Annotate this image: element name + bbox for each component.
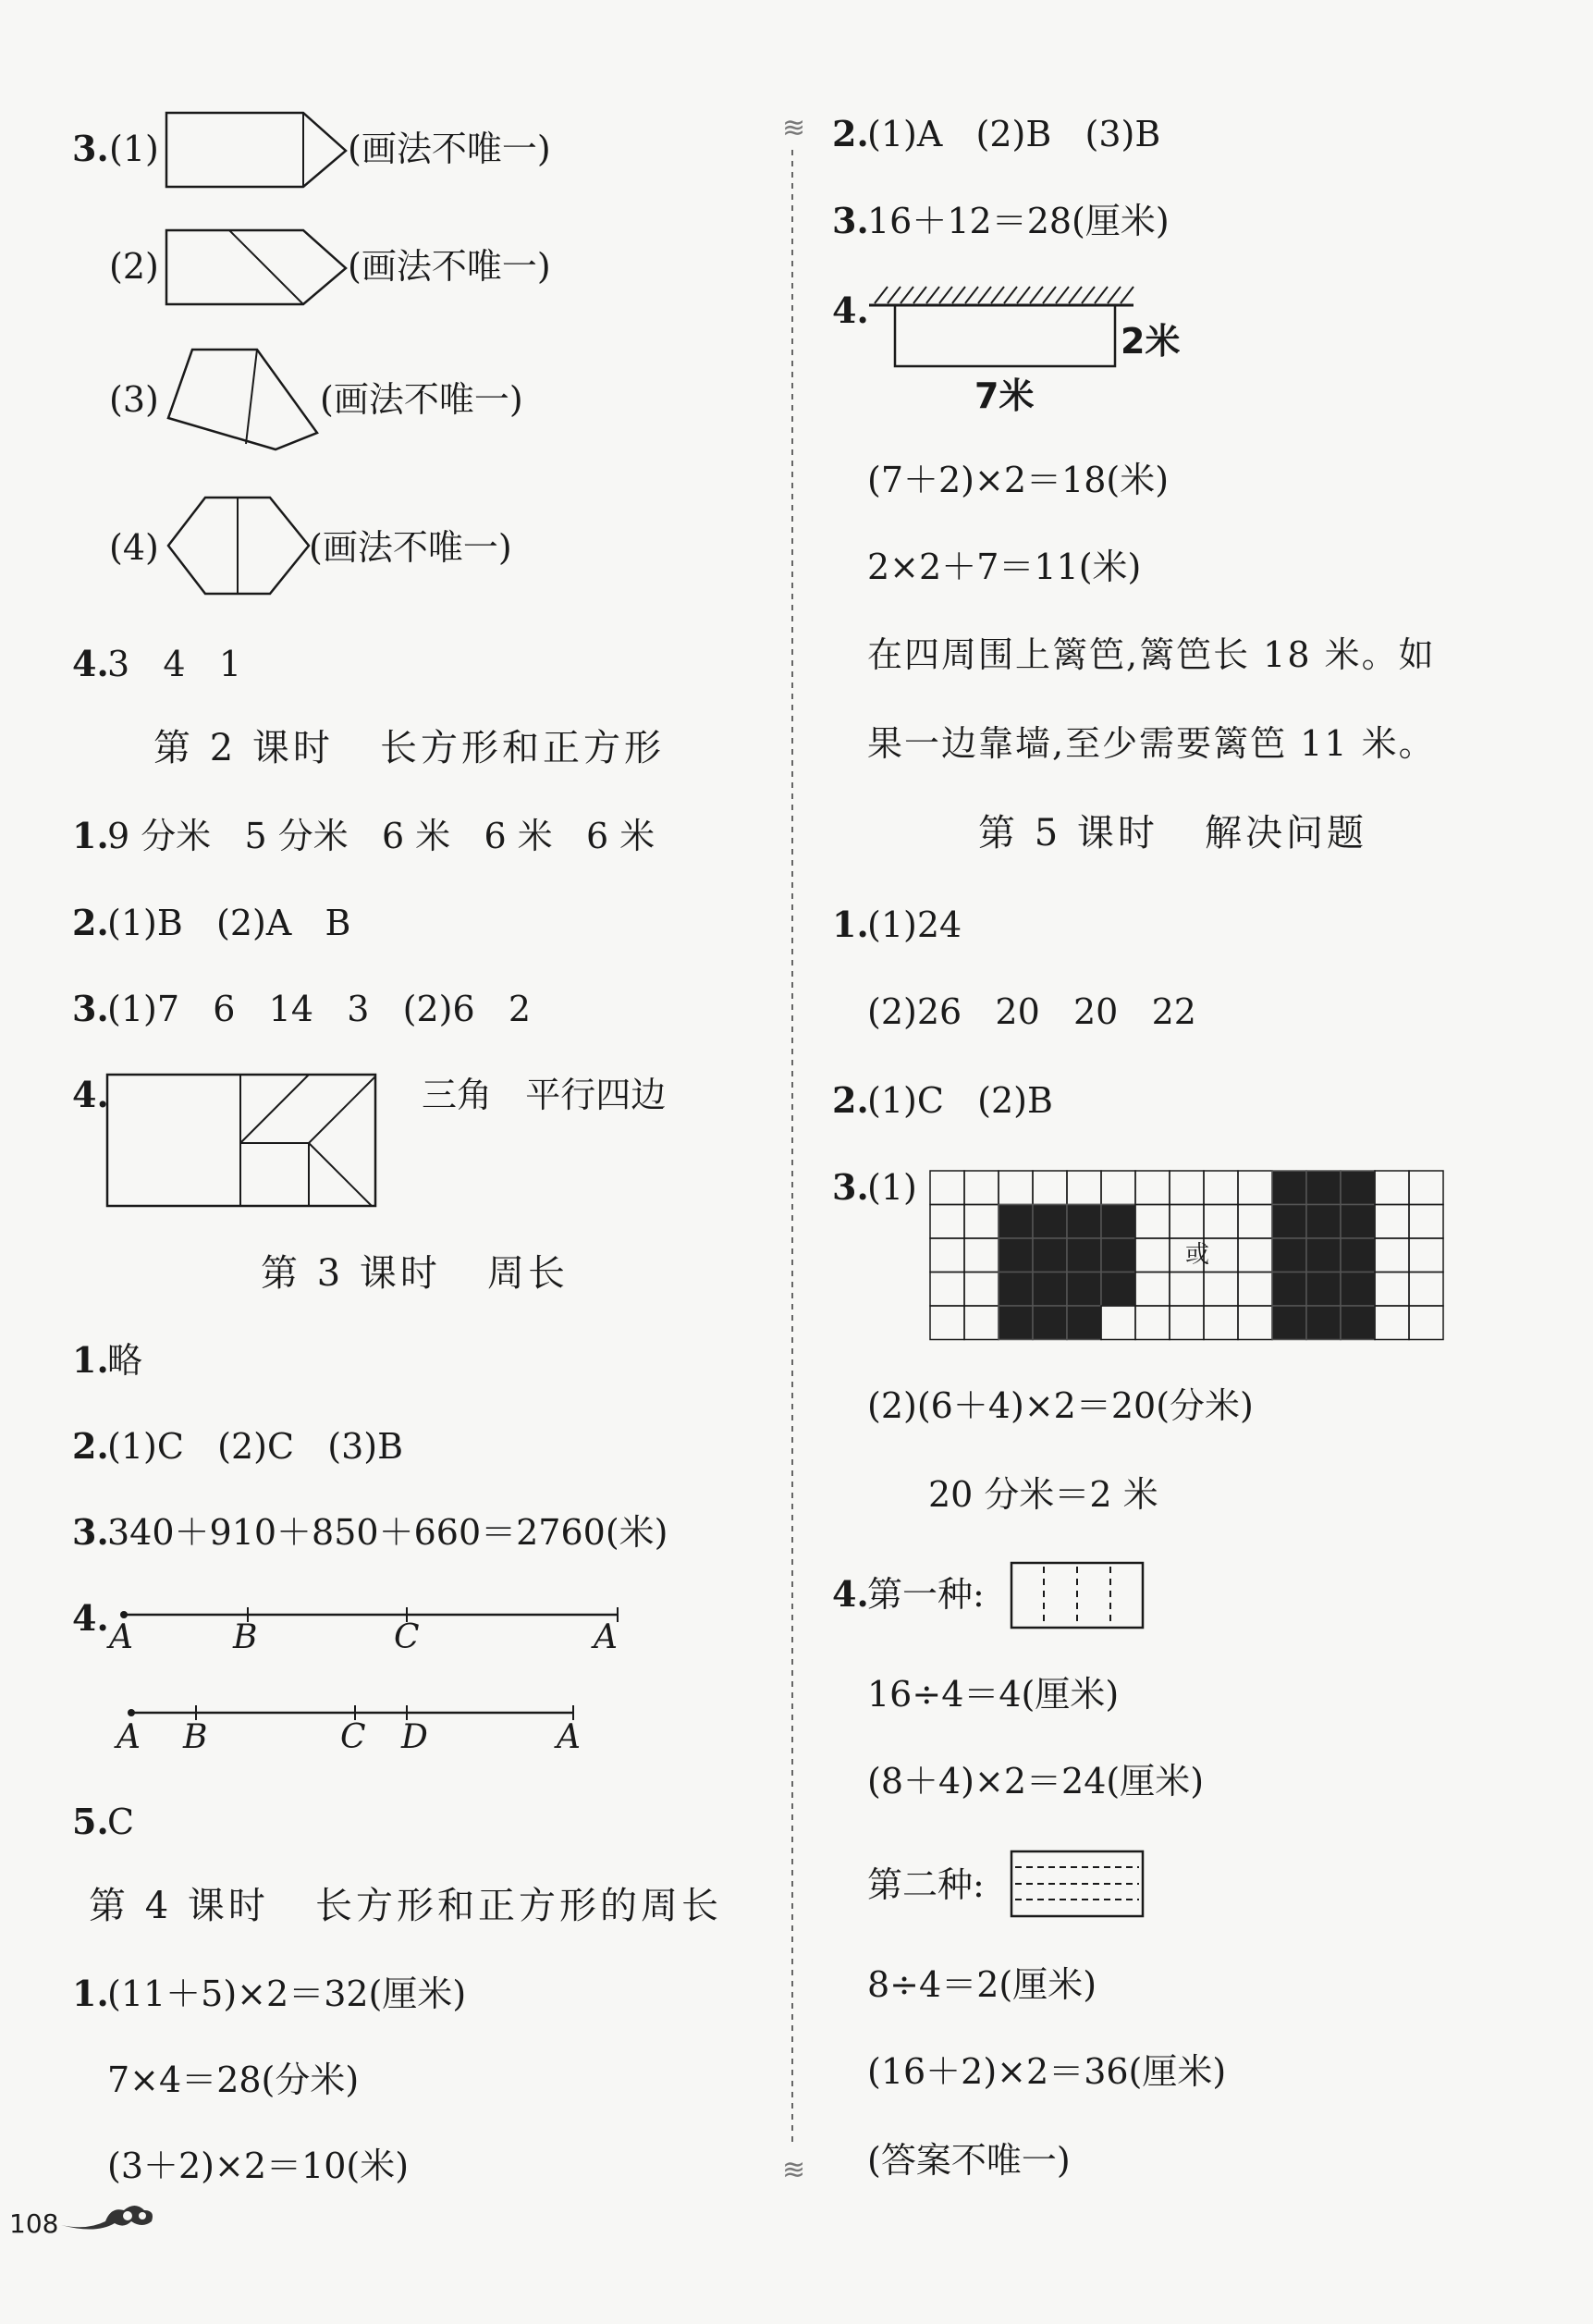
right-q4-para1: 在四周围上篱笆,篱笆长 18 米。如 bbox=[867, 634, 1436, 675]
grid-cell bbox=[1409, 1238, 1443, 1273]
lesson5-q4-first-line2: (8＋4)×2＝24(厘米) bbox=[867, 1761, 1205, 1801]
lesson5-q4-second-label: 第二种: bbox=[867, 1864, 985, 1905]
q3-part4-note: (画法不唯一) bbox=[309, 527, 512, 568]
grid-cell-shaded bbox=[1033, 1273, 1067, 1307]
pentagon-figure-2 bbox=[165, 227, 349, 310]
wall-figure-bottom-label: 7米 bbox=[974, 375, 1035, 416]
grid-cell-shaded bbox=[1272, 1306, 1306, 1340]
grid-cell-shaded bbox=[1067, 1238, 1101, 1273]
grid-cell bbox=[1238, 1205, 1272, 1239]
grid-cell-shaded bbox=[1272, 1205, 1306, 1239]
lesson2-q3-number: 3. bbox=[72, 988, 109, 1029]
grid-cell bbox=[964, 1273, 999, 1307]
grid-cell bbox=[964, 1205, 999, 1239]
q3-part1-label: (1) bbox=[109, 129, 159, 169]
lesson3-q3-answer: 340＋910＋850＋660＝2760(米) bbox=[107, 1512, 668, 1553]
lesson3-q3-number: 3. bbox=[72, 1511, 109, 1553]
first-method-figure bbox=[1010, 1561, 1146, 1631]
grid-cell-shaded bbox=[999, 1306, 1033, 1340]
lesson3-q4-number: 4. bbox=[72, 1597, 109, 1639]
segment-line-1 bbox=[118, 1604, 627, 1631]
wall-fence-figure bbox=[865, 285, 1143, 377]
lesson3-q5-number: 5. bbox=[72, 1801, 109, 1842]
column-divider bbox=[780, 111, 808, 2186]
line2-point-b: B bbox=[183, 1718, 208, 1756]
grid-cell-shaded bbox=[1306, 1273, 1341, 1307]
lesson5-q3-part1-label: (1) bbox=[867, 1167, 917, 1208]
line2-point-c: C bbox=[340, 1718, 366, 1756]
line1-point-a-end: A bbox=[594, 1618, 618, 1656]
svg-text:≋: ≋ bbox=[782, 2154, 806, 2186]
lesson5-q3-line1: (2)(6＋4)×2＝20(分米) bbox=[867, 1385, 1254, 1426]
grid-cell-shaded bbox=[1272, 1273, 1306, 1307]
lesson5-q2-answer: (1)C (2)B bbox=[867, 1080, 1053, 1121]
q3-part3-label: (3) bbox=[109, 379, 159, 420]
grid-cell-shaded bbox=[1306, 1205, 1341, 1239]
grid-cell bbox=[930, 1306, 964, 1340]
grid-cell-shaded bbox=[1341, 1171, 1375, 1205]
grid-cell-shaded bbox=[1306, 1171, 1341, 1205]
lesson2-q1-number: 1. bbox=[72, 815, 109, 856]
grid-or-label: 或 bbox=[1185, 1241, 1210, 1269]
lesson5-q3-number: 3. bbox=[832, 1166, 869, 1208]
grid-cell bbox=[999, 1171, 1033, 1205]
trapezoid-figure bbox=[165, 344, 331, 455]
grid-cell-shaded bbox=[1341, 1238, 1375, 1273]
grid-cell-shaded bbox=[1306, 1306, 1341, 1340]
right-q2-answer: (1)A (2)B (3)B bbox=[867, 114, 1161, 154]
grid-cell-shaded bbox=[1067, 1205, 1101, 1239]
lesson2-q1-answer: 9 分米 5 分米 6 米 6 米 6 米 bbox=[107, 816, 656, 856]
grid-cell bbox=[964, 1238, 999, 1273]
lesson5-q2-number: 2. bbox=[832, 1079, 869, 1121]
grid-cell bbox=[1101, 1171, 1135, 1205]
right-q3-answer: 16＋12＝28(厘米) bbox=[867, 201, 1170, 241]
q3-number: 3. bbox=[72, 128, 109, 169]
grid-cell bbox=[1135, 1171, 1170, 1205]
lesson2-q2-number: 2. bbox=[72, 902, 109, 943]
lesson2-title: 第 2 课时 长方形和正方形 bbox=[153, 727, 666, 769]
lesson5-q4-first-line1: 16÷4＝4(厘米) bbox=[867, 1674, 1120, 1715]
right-q2-number: 2. bbox=[832, 113, 869, 154]
grid-cell bbox=[1135, 1306, 1170, 1340]
right-q4-line1: (7＋2)×2＝18(米) bbox=[867, 460, 1170, 500]
right-q4-para2: 果一边靠墙,至少需要篱笆 11 米。 bbox=[867, 723, 1436, 764]
right-q3-number: 3. bbox=[832, 200, 869, 241]
q4-answer: 3 4 1 bbox=[107, 644, 242, 684]
lesson5-q4-note: (答案不唯一) bbox=[867, 2140, 1071, 2181]
line1-point-b: B bbox=[233, 1618, 258, 1656]
grid-cell bbox=[1033, 1171, 1067, 1205]
lesson3-q1-number: 1. bbox=[72, 1339, 109, 1381]
right-q4-number: 4. bbox=[832, 289, 869, 331]
lesson5-q3-line2: 20 分米＝2 米 bbox=[928, 1474, 1158, 1515]
lesson5-title: 第 5 课时 解决问题 bbox=[978, 812, 1368, 855]
grid-cell-shaded bbox=[1101, 1238, 1135, 1273]
q3-part2-label: (2) bbox=[109, 246, 159, 287]
grid-cell-shaded bbox=[1033, 1306, 1067, 1340]
right-q4-line2: 2×2＋7＝11(米) bbox=[867, 547, 1142, 587]
page-number: 108 bbox=[9, 2208, 59, 2239]
grid-cell bbox=[1101, 1306, 1135, 1340]
grid-cell-shaded bbox=[1033, 1205, 1067, 1239]
lesson4-q1-number: 1. bbox=[72, 1973, 109, 2014]
grid-cell-shaded bbox=[1272, 1238, 1306, 1273]
grid-cell bbox=[1409, 1306, 1443, 1340]
lesson5-q1-line2: (2)26 20 20 22 bbox=[867, 991, 1196, 1032]
grid-cell bbox=[930, 1238, 964, 1273]
hexagon-figure bbox=[166, 494, 314, 597]
q3-part3-note: (画法不唯一) bbox=[320, 379, 523, 420]
lesson5-q4-second-line2: (16＋2)×2＝36(厘米) bbox=[867, 2051, 1227, 2092]
grid-cell bbox=[1375, 1171, 1409, 1205]
line2-point-d: D bbox=[401, 1718, 428, 1756]
grid-cell bbox=[1409, 1273, 1443, 1307]
grid-cell-shaded bbox=[1101, 1205, 1135, 1239]
line2-point-a-end: A bbox=[557, 1718, 581, 1756]
q3-part2-note: (画法不唯一) bbox=[348, 246, 551, 287]
pentagon-figure-1 bbox=[165, 109, 349, 192]
svg-text:≋: ≋ bbox=[782, 112, 806, 144]
grid-cell bbox=[930, 1273, 964, 1307]
grid-cell bbox=[1067, 1171, 1101, 1205]
grid-cell-shaded bbox=[1341, 1273, 1375, 1307]
grid-cell-shaded bbox=[1067, 1306, 1101, 1340]
grid-cell bbox=[1238, 1171, 1272, 1205]
grid-cell-shaded bbox=[1101, 1273, 1135, 1307]
q3-part4-label: (4) bbox=[109, 527, 159, 568]
lesson5-q4-first-label: 第一种: bbox=[867, 1574, 985, 1615]
grid-cell-shaded bbox=[1067, 1273, 1101, 1307]
grid-cell-shaded bbox=[1341, 1205, 1375, 1239]
lesson5-q1-number: 1. bbox=[832, 904, 869, 945]
line2-point-a-start: A bbox=[116, 1718, 141, 1756]
lesson3-title: 第 3 课时 周长 bbox=[261, 1252, 570, 1295]
grid-cell bbox=[1375, 1273, 1409, 1307]
cloud-ornament-icon bbox=[59, 2197, 161, 2234]
grid-cell-shaded bbox=[999, 1205, 1033, 1239]
lesson2-q2-answer: (1)B (2)A B bbox=[107, 903, 351, 943]
grid-cell bbox=[1170, 1171, 1204, 1205]
grid-cell bbox=[1135, 1238, 1170, 1273]
grid-cell-shaded bbox=[999, 1273, 1033, 1307]
grid-cell bbox=[1170, 1306, 1204, 1340]
grid-cell bbox=[1238, 1273, 1272, 1307]
second-method-figure bbox=[1010, 1850, 1146, 1920]
grid-cell bbox=[1375, 1238, 1409, 1273]
lesson2-q3-answer: (1)7 6 14 3 (2)6 2 bbox=[107, 989, 532, 1029]
lesson5-q1-line1: (1)24 bbox=[867, 904, 962, 945]
grid-cell bbox=[1375, 1306, 1409, 1340]
grid-cell bbox=[930, 1205, 964, 1239]
grid-cell bbox=[930, 1171, 964, 1205]
grid-cell bbox=[1135, 1205, 1170, 1239]
grid-cell bbox=[1238, 1306, 1272, 1340]
lesson5-q4-number: 4. bbox=[832, 1573, 869, 1615]
line1-point-c: C bbox=[394, 1618, 420, 1656]
q4-number: 4. bbox=[72, 643, 109, 684]
grid-cell bbox=[1204, 1306, 1238, 1340]
lesson4-q1-line3: (3＋2)×2＝10(米) bbox=[107, 2146, 410, 2186]
wall-figure-side-label: 2米 bbox=[1121, 321, 1181, 362]
lesson4-q1-line2: 7×4＝28(分米) bbox=[107, 2060, 360, 2100]
lesson4-title: 第 4 课时 长方形和正方形的周长 bbox=[89, 1885, 723, 1927]
lesson3-q5-answer: C bbox=[107, 1801, 135, 1842]
grid-cell bbox=[964, 1171, 999, 1205]
lesson4-q1-line1: (11＋5)×2＝32(厘米) bbox=[107, 1974, 467, 2014]
grid-cell bbox=[1409, 1171, 1443, 1205]
lesson2-q4-answer: 三角 平行四边 bbox=[422, 1075, 667, 1115]
grid-cell-shaded bbox=[1033, 1238, 1067, 1273]
lesson5-q4-second-line1: 8÷4＝2(厘米) bbox=[867, 1964, 1097, 2005]
grid-cell-shaded bbox=[999, 1238, 1033, 1273]
grid-cell bbox=[1238, 1238, 1272, 1273]
grid-cell bbox=[1375, 1205, 1409, 1239]
lesson2-q4-number: 4. bbox=[72, 1074, 109, 1115]
grid-cell-shaded bbox=[1272, 1171, 1306, 1205]
grid-cell-shaded bbox=[1341, 1306, 1375, 1340]
line1-point-a-start: A bbox=[109, 1618, 133, 1656]
grid-cell bbox=[1409, 1205, 1443, 1239]
q3-part1-note: (画法不唯一) bbox=[348, 129, 551, 169]
grid-cell bbox=[1204, 1171, 1238, 1205]
grid-cell-shaded bbox=[1306, 1238, 1341, 1273]
lesson3-q2-answer: (1)C (2)C (3)B bbox=[107, 1426, 404, 1467]
grid-cell bbox=[964, 1306, 999, 1340]
lesson3-q1-answer: 略 bbox=[107, 1340, 143, 1381]
grid-cell bbox=[1135, 1273, 1170, 1307]
rectangle-cut-figure bbox=[105, 1073, 379, 1211]
lesson3-q2-number: 2. bbox=[72, 1425, 109, 1467]
